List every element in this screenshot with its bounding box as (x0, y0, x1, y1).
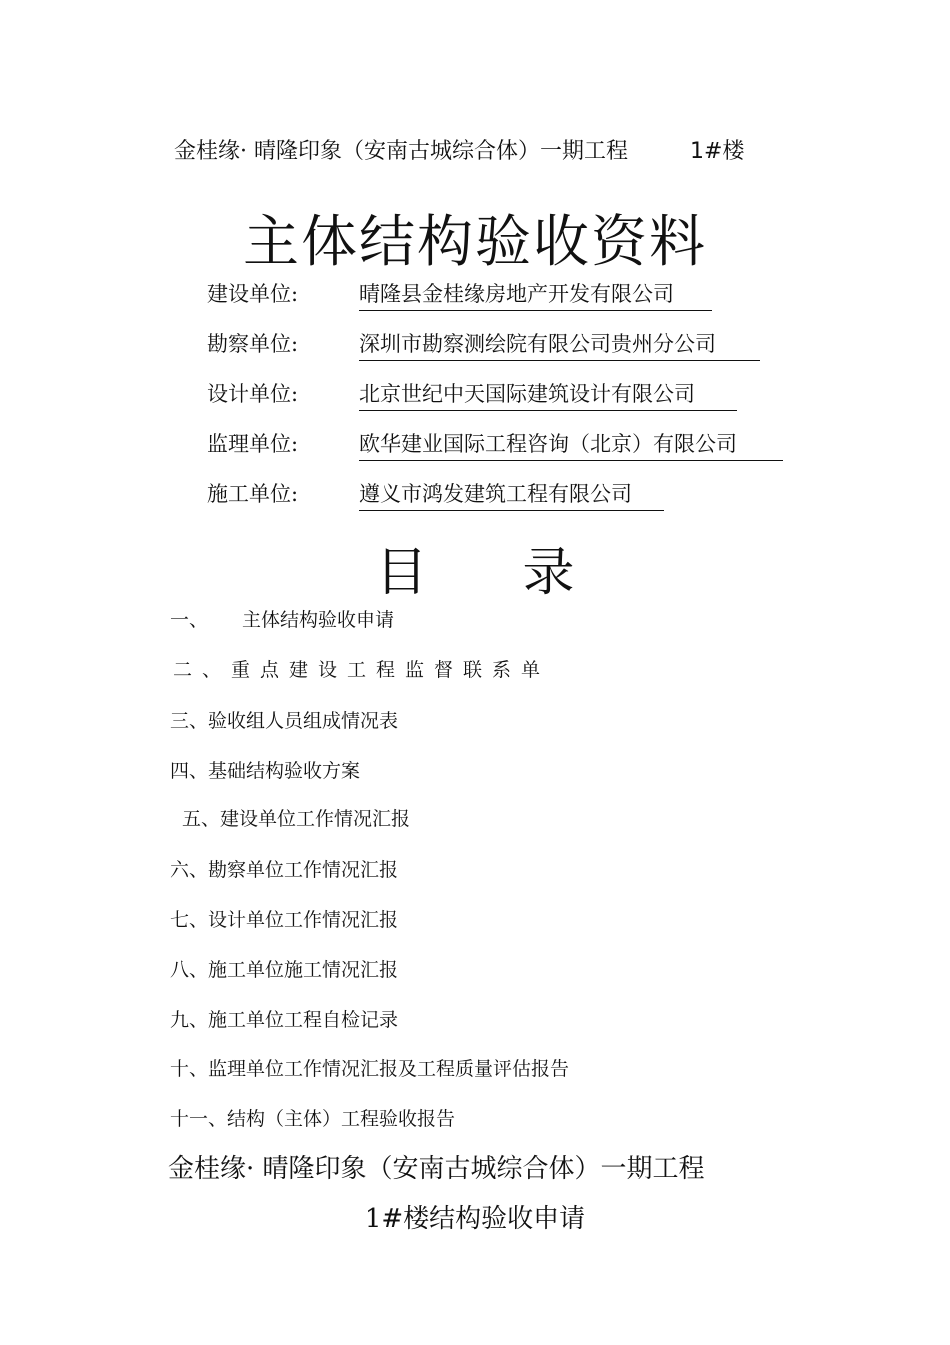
toc-item (170, 1054, 569, 1081)
unit-label: 建设单位: (207, 282, 299, 306)
building-number: 1#楼 (690, 139, 745, 164)
toc-item (170, 1104, 455, 1131)
toc-item-text: 施工单位施工情况汇报 (208, 959, 399, 981)
toc-item-text: 勘察单位工作情况汇报 (208, 859, 399, 881)
unit-label: 施工单位: (207, 482, 299, 506)
toc-item-text: 施工单位工程自检记录 (208, 1009, 399, 1031)
unit-value: 欧华建业国际工程咨询（北京）有限公司 (359, 428, 783, 461)
toc-item (170, 955, 398, 982)
toc-item-number: 五、 (182, 808, 221, 830)
unit-value: 遵义市鸿发建筑工程有限公司 (359, 478, 664, 511)
unit-row-construction (207, 278, 712, 308)
unit-row-survey (207, 328, 760, 358)
toc-item-text: 结构（主体）工程验收报告 (227, 1108, 456, 1130)
toc-item-text: 基础结构验收方案 (208, 760, 361, 782)
toc-item (170, 1005, 398, 1032)
toc-title-left: 目 (375, 543, 428, 603)
toc-item (170, 706, 398, 733)
toc-item-number: 九、 (170, 1009, 209, 1031)
unit-value: 晴隆县金桂缘房地产开发有限公司 (359, 278, 712, 311)
unit-row-design (207, 378, 737, 408)
toc-title (0, 530, 950, 605)
toc-item-number: 十一、 (170, 1108, 228, 1130)
toc-title-right: 录 (522, 543, 575, 603)
section-project-name: 金桂缘· 晴隆印象（安南古城综合体）一期工程 (168, 1154, 705, 1184)
toc-item-number: 四、 (170, 760, 209, 782)
toc-item (182, 804, 410, 831)
unit-label: 勘察单位: (207, 332, 299, 356)
toc-item (170, 855, 398, 882)
toc-item (170, 605, 394, 632)
toc-item-number: 八、 (170, 959, 209, 981)
toc-item-text: 验收组人员组成情况表 (208, 710, 399, 732)
unit-row-contractor (207, 478, 664, 508)
unit-label: 设计单位: (207, 382, 299, 406)
unit-row-supervision (207, 428, 783, 458)
document-title: 主体结构验收资料 (243, 210, 707, 275)
toc-item-text: 重点建设工程监督联系单 (231, 659, 551, 681)
unit-label: 监理单位: (207, 432, 299, 456)
toc-item (173, 655, 550, 682)
toc-item (170, 756, 360, 783)
section-title: 1#楼结构验收申请 (364, 1204, 586, 1234)
toc-item (170, 905, 398, 932)
toc-item-number: 三、 (170, 710, 209, 732)
toc-item-text: 监理单位工作情况汇报及工程质量评估报告 (208, 1058, 570, 1080)
unit-value: 北京世纪中天国际建筑设计有限公司 (359, 378, 737, 411)
project-name: 金桂缘· 晴隆印象（安南古城综合体）一期工程 (174, 139, 628, 164)
toc-item-number: 七、 (170, 909, 209, 931)
toc-item-number: 十、 (170, 1058, 209, 1080)
project-header (174, 134, 744, 165)
toc-item-text: 建设单位工作情况汇报 (220, 808, 411, 830)
toc-item-number: 一、 (170, 609, 209, 631)
toc-item-number: 二、 (173, 659, 232, 681)
toc-item-number: 六、 (170, 859, 209, 881)
toc-item-text: 设计单位工作情况汇报 (208, 909, 399, 931)
unit-value: 深圳市勘察测绘院有限公司贵州分公司 (359, 328, 760, 361)
toc-item-text: 主体结构验收申请 (242, 609, 395, 631)
